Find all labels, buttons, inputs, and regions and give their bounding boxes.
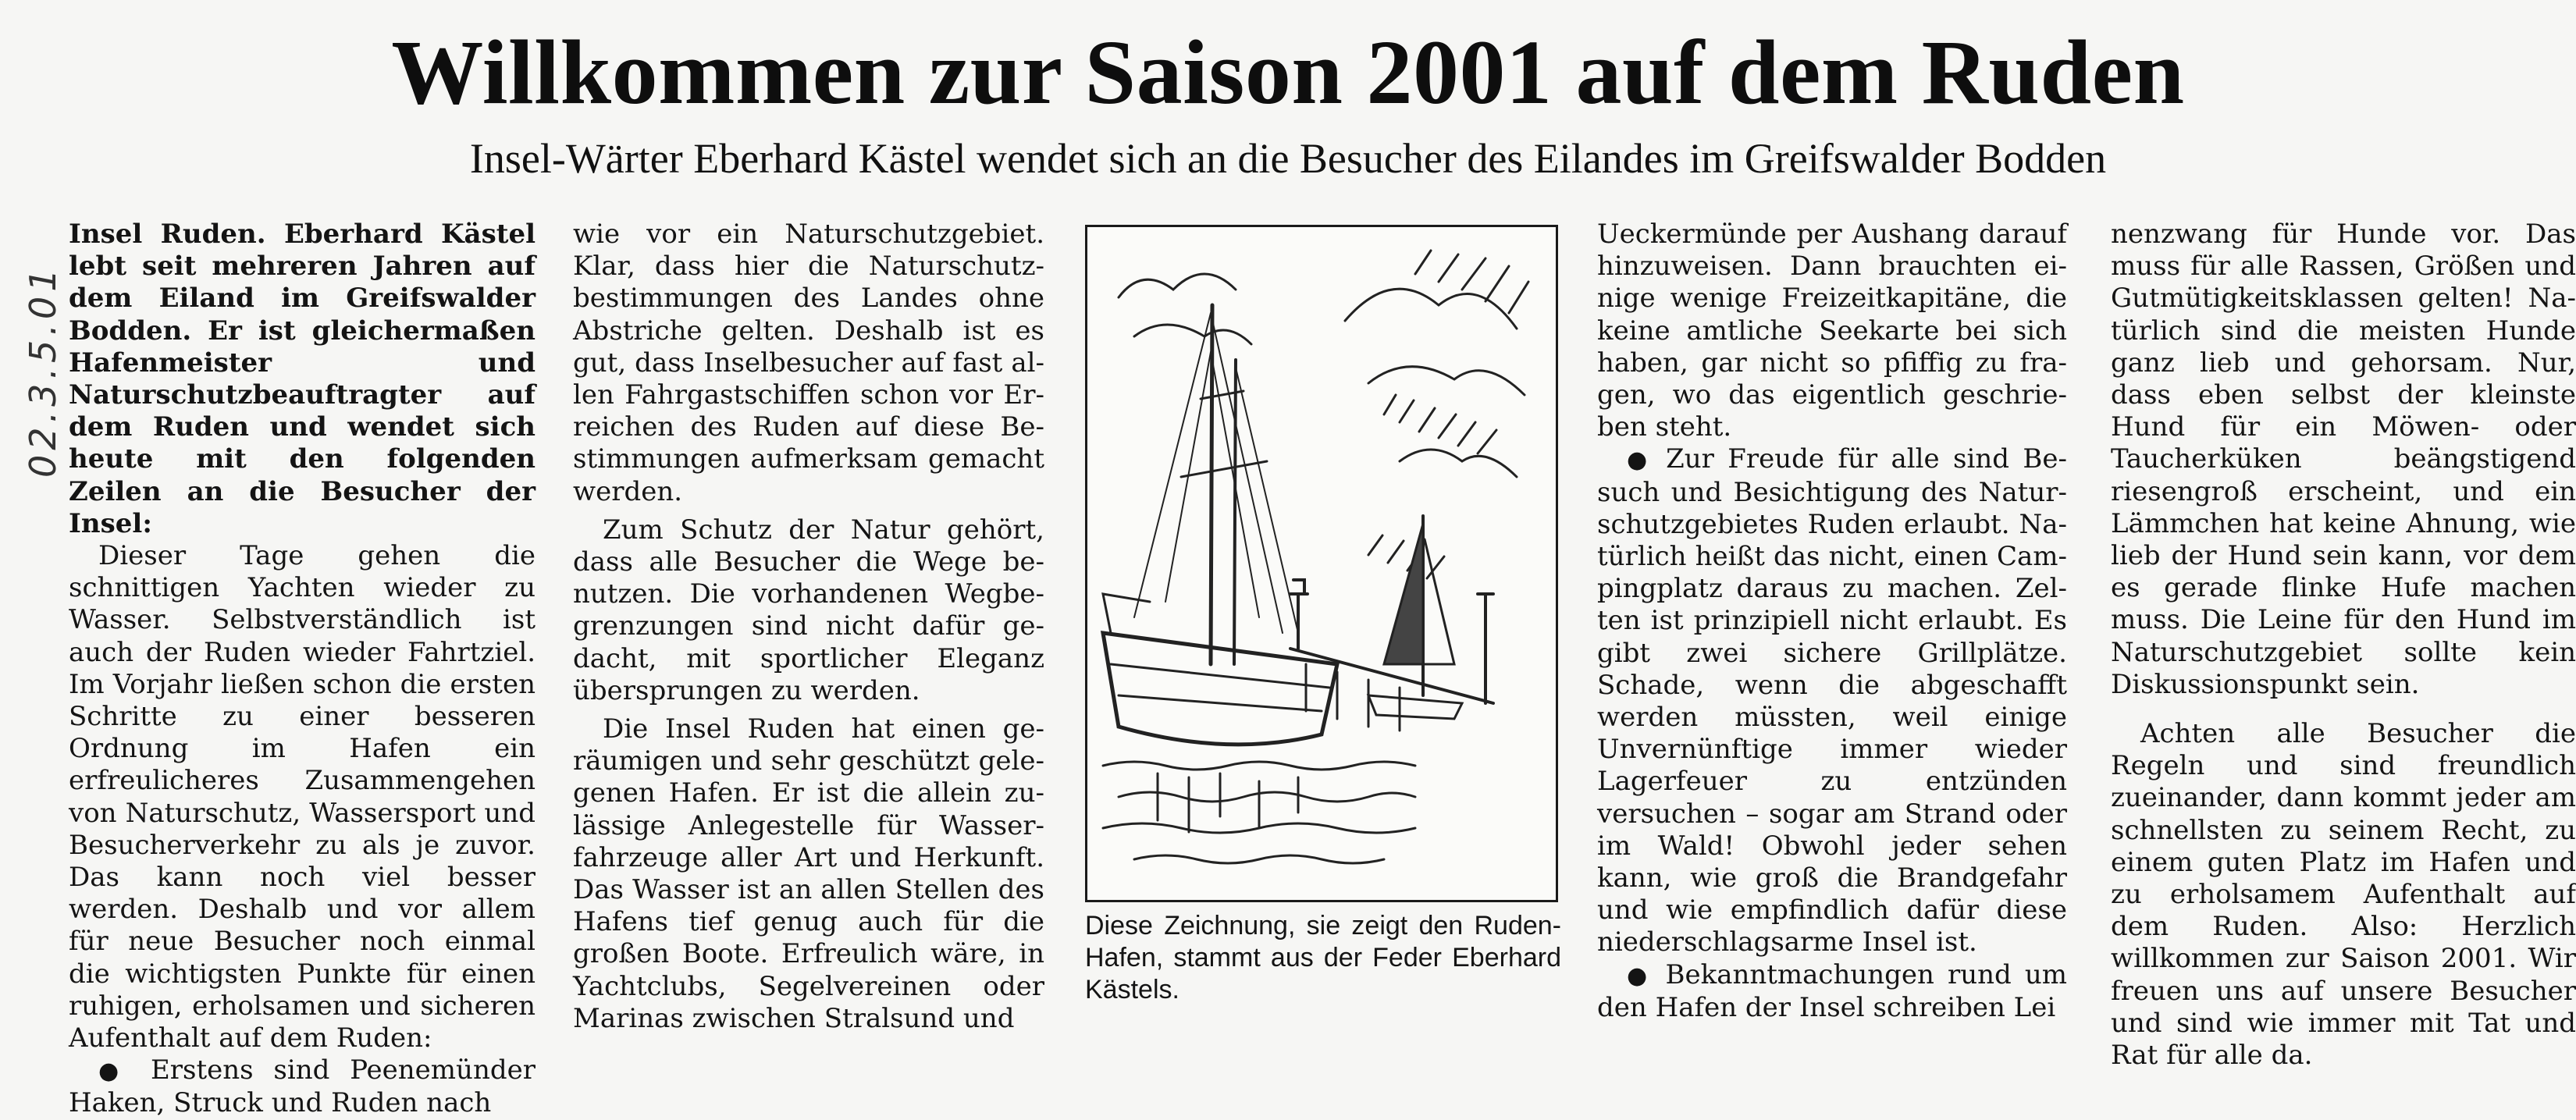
body-paragraph: Die Insel Ruden hat einen geräumigen und sehr geschützt gelegenen Hafen. Er ist die allein zulässige Anlegestelle für Wasserfahrzeuge aller Art und Herkunft. Das Wasser ist an allen Stellen des Hafens tief genug auch für die großen Boote. Erfreulich wäre, in Yachtclubs, Segelvereinen oder Marinas zwischen Stralsund und (573, 713, 1044, 1034)
column-5 (2111, 219, 2576, 1072)
harbor-drawing-icon (1087, 227, 1556, 900)
body-paragraph: Achten alle Besucher die Regeln und sind freundlich zueinander, dann kommt jeder am schnellsten zu seinem Recht, zu einem guten Platz im Hafen und zu erholsamem Aufenthalt auf dem Ruden. Also: Herzlich willkommen zur Saison 2001. Wir freuen uns auf unsere Besucher und sind wie immer mit Tat und Rat für alle da. (2111, 718, 2576, 1072)
column-4 (1597, 219, 2067, 1024)
bullet-icon: ● (98, 1058, 131, 1086)
column-1 (69, 219, 535, 1120)
bullet-text: Erstens sind Peenemünder Haken, Struck und Ruden nach (69, 1054, 535, 1119)
body-paragraph: Ueckermünde per Aushang darauf hinzuweisen. Dann brauchten einige wenige Freizeitkapitäne, die keine amtliche Seekarte bei sich haben, gar nicht so pfiffig zu fragen, wo das eigentlich geschrieben steht. (1597, 219, 2067, 443)
illustration-caption: Diese Zeichnung, sie zeigt den Ruden-Hafen, stammt aus der Feder Eberhard Kästels. (1085, 911, 1561, 1004)
body-paragraph: nenzwang für Hunde vor. Das muss für alle Rassen, Größen und Gutmütigkeitsklassen gelten! Natürlich sind die meisten Hunde ganz lieb und gehorsam. Nur, dass eben selbst der kleinste Hund für ein Möwen- oder Taucherküken beängstigend riesengroß erscheint, und ein Lämmchen hat keine Ahnung, wie lieb der Hund sein kann, vor dem es gerade flinke Hufe machen muss. Die Leine für den Hund im Naturschutzgebiet sollte kein Diskussionspunkt sein. (2111, 219, 2576, 700)
body-paragraph: wie vor ein Naturschutzgebiet. Klar, dass hier die Naturschutzbestimmungen des Landes ohne Abstriche gelten. Deshalb ist es gut, dass Inselbesucher auf fast allen Fahrgastschiffen schon vor Erreichen des Ruden auf diese Bestimmungen aufmerksam gemacht werden. (573, 219, 1044, 507)
bullet-text: Zur Freude für alle sind Besuch und Besichtigung des Naturschutzgebietes Ruden erlaubt. Natürlich heißt das nicht, einen Campingplatz daraus zu machen. Zelten ist prinzipiell nicht erlaubt. Es gibt zwei sichere Grillplätze. Schade, wenn die abgeschafft werden müssten, weil einige Unvernünftige immer wieder Lagerfeuer zu entzünden versuchen – sogar am Strand oder im Wald! Obwohl jeder sehen kann, wie groß die Brandgefahr und wie empfindlich dafür diese niederschlagsarme Insel ist. (1597, 443, 2067, 958)
bullet-paragraph (1597, 959, 2067, 1024)
bullet-paragraph (1597, 443, 2067, 958)
handwritten-date: 02.3.5.01 (22, 264, 64, 478)
harbor-illustration (1085, 225, 1558, 902)
bullet-paragraph (69, 1054, 535, 1119)
column-2 (573, 219, 1044, 1035)
subheadline: Insel-Wärter Eberhard Kästel wendet sich an die Besucher des Eilandes im Greifswalder Bodden (469, 135, 2107, 182)
bullet-text: Bekanntmachungen rund um den Hafen der Insel schreiben Lei (1597, 958, 2067, 1023)
bullet-icon: ● (1627, 446, 1653, 475)
body-paragraph: Zum Schutz der Natur gehört, dass alle Besucher die Wege benutzen. Die vorhandenen Wegbegrenzungen sind nicht dafür gedacht, mit sportlicher Eleganz übersprungen zu werden. (573, 514, 1044, 706)
bullet-icon: ● (1627, 962, 1653, 990)
body-paragraph: Dieser Tage gehen die schnittigen Yachten wieder zu Wasser. Selbstverständlich ist auch der Ruden wieder Fahrtziel. Im Vorjahr ließen schon die ersten Schritte zu einer besseren Ordnung im Hafen ein erfreulicheres Zusammengehen von Naturschutz, Wassersport und Besucherverkehr zu als je zuvor. Das kann noch viel besser werden. Deshalb und vor allem für neue Besucher noch einmal die wichtigsten Punkte für einen ruhigen, erholsamen und sicheren Aufenthalt auf dem Ruden: (69, 540, 535, 1054)
headline: Willkommen zur Saison 2001 auf dem Ruden (391, 21, 2185, 123)
lead-paragraph: Insel Ruden. Eberhard Kästel lebt seit mehreren Jahren auf dem Eiland im Greifswalder Bodden. Er ist gleichermaßen Hafenmeister und Naturschutzbeauftragter auf dem Ruden und wendet sich heute mit den folgenden Zeilen an die Besucher der Insel: (69, 219, 535, 539)
